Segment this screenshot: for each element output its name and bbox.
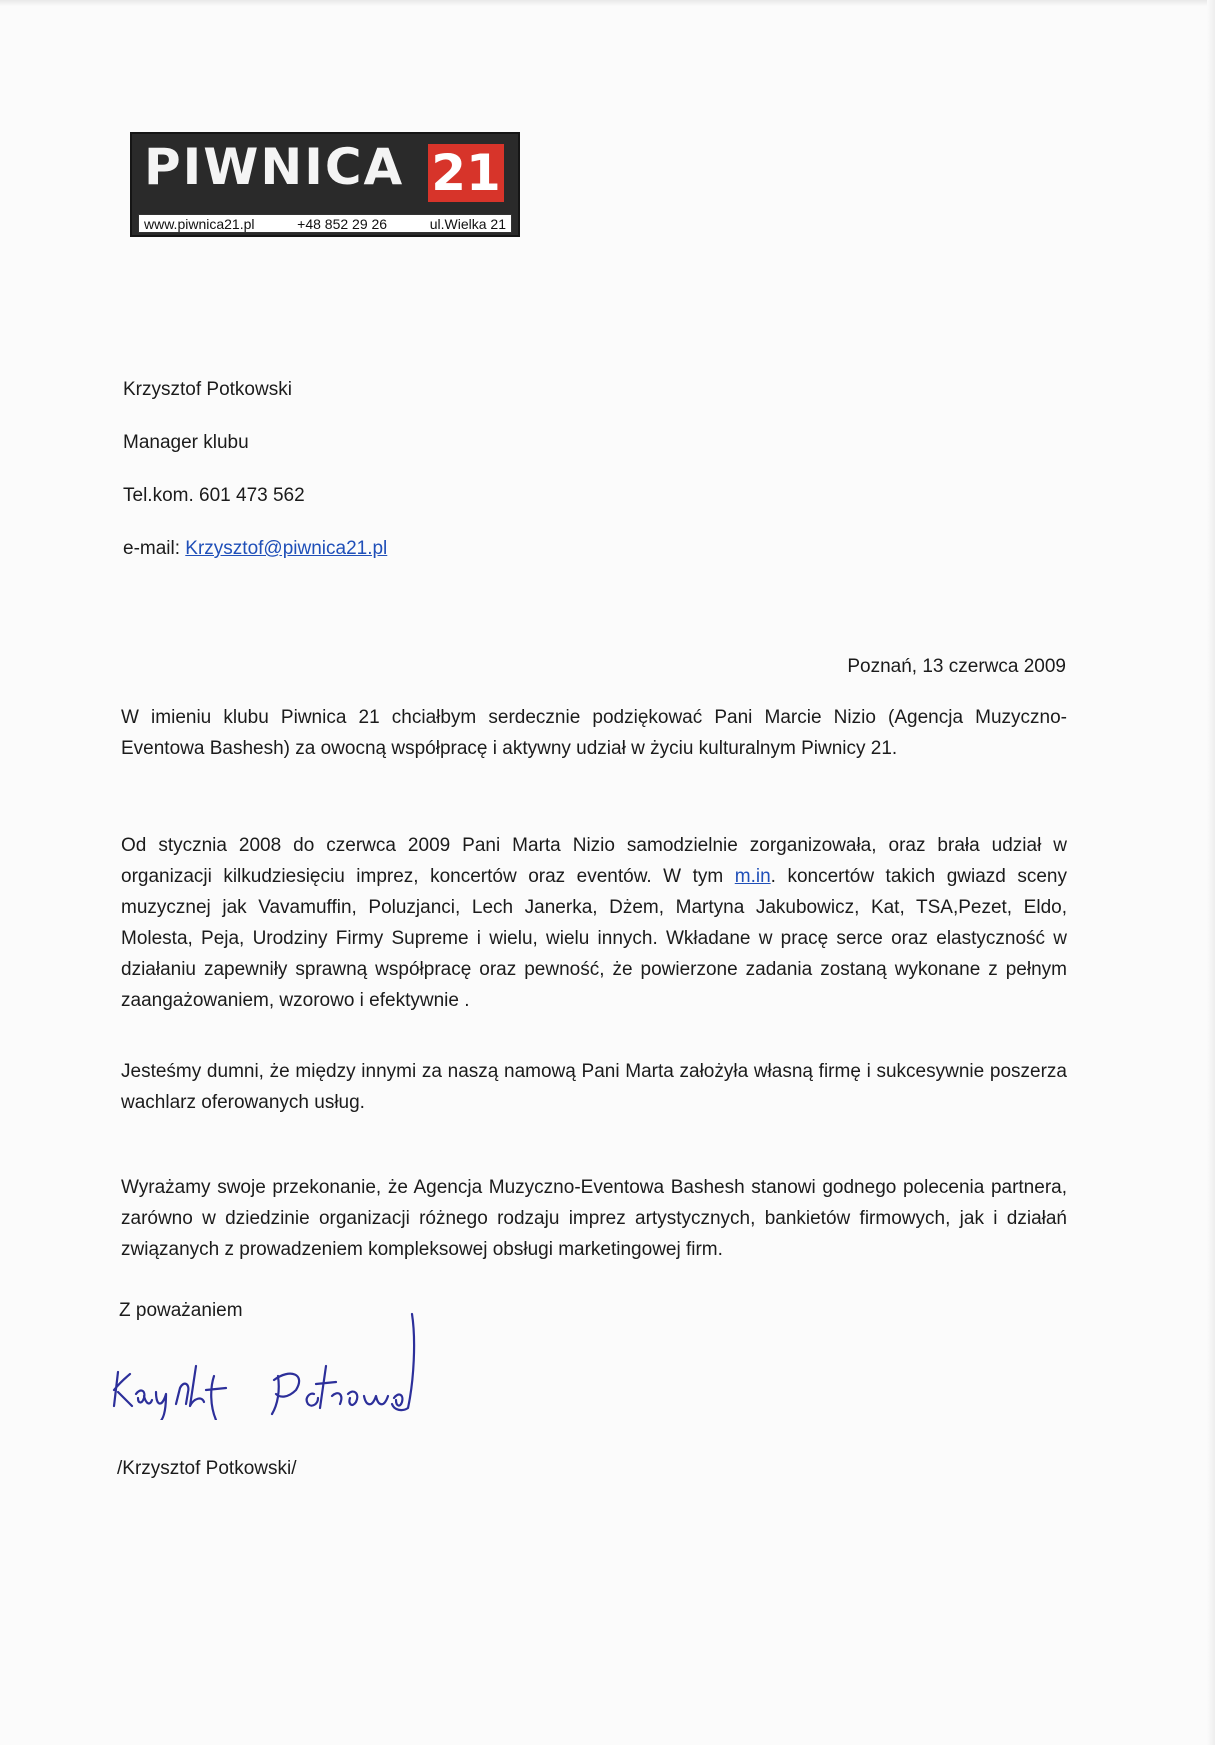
paragraph-thanks: W imieniu klubu Piwnica 21 chciałbym serdecznie podziękować Pani Marcie Nizio (Agencja Muzyczno-Eventowa Bashesh) za owocną współpracę i aktywny udział w życiu kulturalnym Piwnicy 21.	[121, 707, 1067, 759]
closing-salutation: Z poważaniem	[119, 1300, 243, 1321]
paragraph-events-text-continued: . koncertów takich gwiazd sceny muzycznej jak Vavamuffin, Poluzjanci, Lech Janerka, Dżem, Martyna Jakubowicz, Kat, TSA,Pezet, Eldo, Molesta, Peja, Urodziny Firmy Supreme i wielu, wielu innych. Wkładane w pracę serce oraz elastyczność w działaniu zapewniły sprawną współpracę oraz pewność, że powierzone zadania zostaną wykonane z pełnym zaangażowaniem, wzorowo i efektywnie .	[121, 866, 1067, 1011]
scan-right-edge	[1207, 0, 1215, 1745]
min-link[interactable]: m.in	[734, 866, 771, 887]
sender-position: Manager klubu	[123, 432, 249, 453]
logo-website: www.piwnica21.pl	[144, 215, 255, 232]
paragraph-events-text: Od stycznia 2008 do czerwca 2009 Pani Marta Nizio samodzielnie zorganizowała, oraz brała udział w organizacji kilkudziesięciu imprez, koncertów oraz eventów. W tym	[121, 835, 1067, 887]
sender-block	[123, 380, 387, 592]
logo-brand-text: PIWNICA	[144, 138, 405, 196]
logo-contact-bar	[138, 214, 512, 233]
paragraph-events	[121, 830, 1067, 1016]
sender-email-label: e-mail:	[123, 538, 186, 559]
piwnica-logo	[130, 132, 520, 237]
sender-name: Krzysztof Potkowski	[123, 379, 292, 400]
paragraph-recommendation: Wyrażamy swoje przekonanie, że Agencja Muzyczno-Eventowa Bashesh stanowi godnego polecenia partnera, zarówno w dziedzinie organizacji różnego rodzaju imprez artystycznych, bankietów firmowych, jak i działań związanych z prowadzeniem kompleksowej obsługi marketingowej firm.	[121, 1177, 1067, 1260]
scan-top-edge	[0, 0, 1215, 6]
logo-address: ul.Wielka 21	[429, 215, 506, 232]
sender-phone: Tel.kom. 601 473 562	[123, 485, 305, 506]
letter-date: Poznań, 13 czerwca 2009	[847, 656, 1066, 677]
handwritten-signature	[110, 1310, 470, 1420]
sender-email-link[interactable]: Krzysztof@piwnica21.pl	[185, 538, 388, 559]
signed-name: /Krzysztof Potkowski/	[117, 1458, 297, 1479]
paragraph-pride: Jesteśmy dumni, że między innymi za naszą namową Pani Marta założyła własną firmę i sukcesywnie poszerza wachlarz oferowanych usług.	[121, 1061, 1067, 1113]
logo-phone: +48 852 29 26	[297, 215, 388, 232]
logo-brand-number: 21	[428, 144, 504, 202]
sender-email-line	[123, 539, 387, 592]
